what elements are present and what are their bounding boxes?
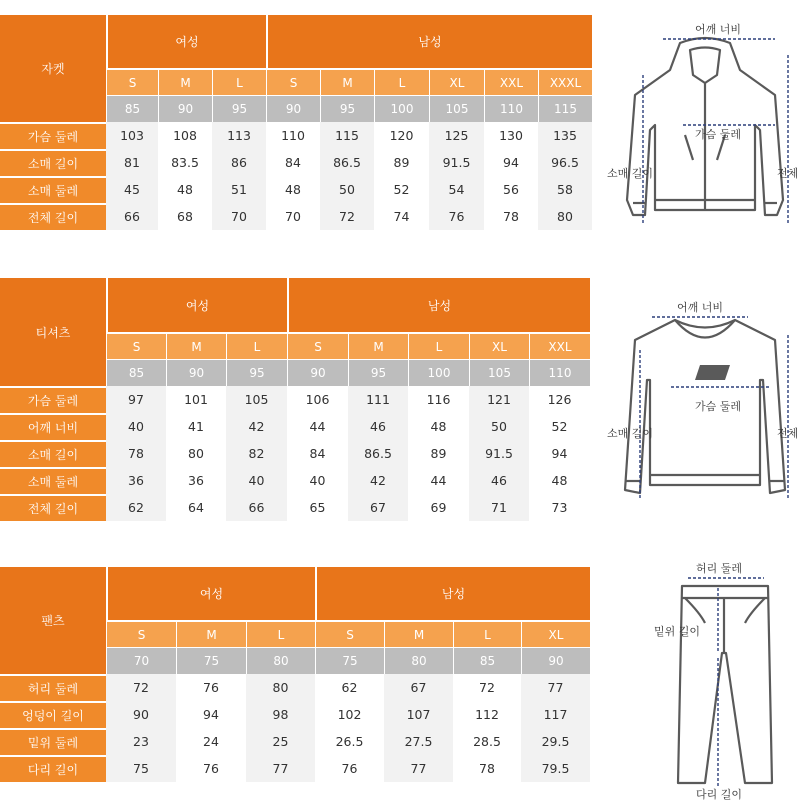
measurement-label: 다리 길이 (0, 755, 106, 782)
measurement-value: 27.5 (384, 728, 453, 755)
size-number: 85 (106, 95, 158, 122)
measurement-value: 41 (188, 419, 204, 434)
measurement-value: 111 (348, 386, 408, 413)
measurement-value: 80 (246, 674, 315, 701)
measurement-value: 77 (521, 674, 590, 701)
measurement-value: 76 (203, 761, 219, 776)
measurement-value: 81 (106, 149, 158, 176)
measurement-value: 56 (503, 182, 519, 197)
shoulder-width-label: 어깨 너비 (695, 23, 742, 36)
measurement-value: 96.5 (538, 149, 592, 176)
measurement-value: 44 (309, 419, 326, 434)
measurement-value: 116 (426, 392, 451, 407)
measurement-value: 46 (348, 413, 408, 440)
size-number: 95 (212, 95, 266, 122)
pants-size-table (0, 567, 590, 782)
measurement-value: 91.5 (469, 440, 529, 467)
size-number: 85 (106, 359, 166, 386)
size-label: L (226, 332, 287, 359)
inseam-label: 다리 길이 (696, 788, 743, 800)
size-number: 95 (226, 359, 287, 386)
size-label: XL (521, 620, 590, 647)
measurement-value: 50 (469, 413, 529, 440)
measurement-value: 121 (469, 386, 529, 413)
size-label: M (384, 620, 453, 647)
measurement-value: 108 (173, 128, 197, 143)
measurement-value: 45 (106, 176, 158, 203)
size-number: 110 (484, 95, 538, 122)
measurement-value: 79.5 (521, 755, 590, 782)
size-number: 90 (521, 647, 590, 674)
measurement-value: 70 (285, 209, 301, 224)
pants-diagram (640, 558, 800, 800)
measurement-value: 68 (177, 209, 193, 224)
size-number: 80 (384, 647, 453, 674)
size-label: L (246, 620, 315, 647)
measurement-value: 89 (430, 446, 447, 461)
measurement-label: 엉덩이 길이 (0, 701, 106, 728)
size-number: 85 (453, 647, 521, 674)
size-label: XL (429, 68, 484, 95)
measurement-value: 78 (503, 209, 519, 224)
measurement-value: 86.5 (348, 440, 408, 467)
size-label: S (287, 332, 348, 359)
measurement-value: 51 (212, 176, 266, 203)
size-number: 75 (315, 647, 384, 674)
measurement-value: 24 (203, 734, 219, 749)
chest-label: 가슴 둘레 (695, 400, 742, 413)
measurement-value: 97 (106, 386, 166, 413)
measurement-value: 90 (106, 701, 176, 728)
measurement-label: 어깨 너비 (0, 413, 106, 440)
measurement-value: 26.5 (335, 734, 364, 749)
jacket-size-table (0, 15, 592, 230)
measurement-value: 40 (226, 467, 287, 494)
measurement-label: 허리 둘레 (0, 674, 106, 701)
size-label: XXL (484, 68, 538, 95)
category-title: 팬츠 (0, 567, 106, 674)
measurement-value: 94 (203, 707, 219, 722)
measurement-value: 94 (551, 446, 568, 461)
measurement-value: 67 (348, 494, 408, 521)
men-group-header: 남성 (287, 278, 590, 332)
measurement-value: 64 (188, 500, 204, 515)
size-number: 75 (176, 647, 246, 674)
measurement-value: 117 (521, 701, 590, 728)
size-number: 95 (320, 95, 374, 122)
measurement-value: 94 (503, 155, 519, 170)
size-label: XXL (529, 332, 590, 359)
rise-label: 밑위 길이 (654, 625, 701, 638)
measurement-value: 48 (430, 419, 447, 434)
measurement-value: 40 (106, 413, 166, 440)
size-number: 105 (469, 359, 529, 386)
measurement-value: 78 (479, 761, 495, 776)
measurement-label: 가슴 둘레 (0, 386, 106, 413)
measurement-value: 76 (341, 761, 358, 776)
measurement-value: 54 (429, 176, 484, 203)
chest-label: 가슴 둘레 (695, 128, 742, 141)
measurement-value: 66 (226, 494, 287, 521)
measurement-value: 42 (226, 413, 287, 440)
women-group-header: 여성 (106, 567, 315, 620)
size-label: L (374, 68, 429, 95)
size-number: 90 (158, 95, 212, 122)
measurement-value: 103 (106, 122, 158, 149)
size-number: 100 (408, 359, 469, 386)
size-label: L (212, 68, 266, 95)
measurement-value: 76 (429, 203, 484, 230)
total-length-label: 전체 (777, 167, 799, 180)
measurement-value: 29.5 (521, 728, 590, 755)
size-number: 70 (106, 647, 176, 674)
measurement-value: 44 (430, 473, 447, 488)
measurement-value: 40 (309, 473, 326, 488)
measurement-value: 130 (499, 128, 523, 143)
measurement-value: 106 (305, 392, 330, 407)
measurement-value: 65 (309, 500, 326, 515)
measurement-value: 78 (106, 440, 166, 467)
measurement-value: 102 (337, 707, 362, 722)
size-label: S (315, 620, 384, 647)
size-number: 100 (374, 95, 429, 122)
measurement-value: 69 (430, 500, 447, 515)
measurement-value: 72 (106, 674, 176, 701)
measurement-value: 80 (188, 446, 204, 461)
measurement-value: 105 (226, 386, 287, 413)
measurement-value: 98 (246, 701, 315, 728)
men-group-header: 남성 (266, 15, 592, 68)
measurement-value: 36 (188, 473, 204, 488)
measurement-value: 135 (538, 122, 592, 149)
total-length-label: 전체 (777, 427, 799, 440)
size-number: 90 (287, 359, 348, 386)
size-label: M (158, 68, 212, 95)
measurement-label: 소매 둘레 (0, 467, 106, 494)
size-label: L (408, 332, 469, 359)
measurement-value: 46 (469, 467, 529, 494)
category-title: 자켓 (0, 15, 106, 122)
measurement-value: 74 (393, 209, 410, 224)
measurement-value: 91.5 (429, 149, 484, 176)
measurement-value: 28.5 (473, 734, 501, 749)
measurement-value: 66 (106, 203, 158, 230)
category-title: 티셔츠 (0, 278, 106, 386)
tshirt-size-table (0, 278, 590, 521)
size-number: 90 (166, 359, 226, 386)
measurement-value: 23 (106, 728, 176, 755)
size-number: 95 (348, 359, 408, 386)
size-label: L (453, 620, 521, 647)
women-group-header: 여성 (106, 278, 287, 332)
measurement-value: 101 (184, 392, 208, 407)
measurement-value: 77 (384, 755, 453, 782)
waist-label: 허리 둘레 (696, 562, 743, 575)
measurement-label: 소매 길이 (0, 149, 106, 176)
measurement-label: 밑위 둘레 (0, 728, 106, 755)
measurement-value: 58 (538, 176, 592, 203)
measurement-value: 80 (538, 203, 592, 230)
measurement-value: 113 (212, 122, 266, 149)
size-label: M (320, 68, 374, 95)
measurement-value: 36 (106, 467, 166, 494)
measurement-value: 25 (246, 728, 315, 755)
measurement-value: 86 (212, 149, 266, 176)
measurement-value: 48 (551, 473, 568, 488)
measurement-value: 52 (551, 419, 568, 434)
measurement-value: 84 (285, 155, 301, 170)
size-label: XL (469, 332, 529, 359)
measurement-value: 77 (246, 755, 315, 782)
measurement-value: 75 (106, 755, 176, 782)
measurement-label: 소매 길이 (0, 440, 106, 467)
shoulder-width-label: 어깨 너비 (677, 301, 724, 314)
jacket-diagram (605, 15, 800, 240)
sleeve-length-label: 소매 길이 (607, 427, 654, 440)
measurement-value: 83.5 (171, 155, 199, 170)
measurement-value: 82 (226, 440, 287, 467)
measurement-value: 125 (429, 122, 484, 149)
measurement-value: 48 (285, 182, 301, 197)
measurement-value: 110 (281, 128, 305, 143)
measurement-value: 115 (320, 122, 374, 149)
measurement-value: 71 (469, 494, 529, 521)
size-number: 110 (529, 359, 590, 386)
size-label: XXXL (538, 68, 592, 95)
size-number: 115 (538, 95, 592, 122)
measurement-value: 72 (479, 680, 495, 695)
measurement-value: 73 (551, 500, 568, 515)
measurement-value: 62 (341, 680, 358, 695)
measurement-value: 52 (393, 182, 410, 197)
men-group-header: 남성 (315, 567, 590, 620)
measurement-value: 72 (320, 203, 374, 230)
measurement-value: 86.5 (320, 149, 374, 176)
size-number: 90 (266, 95, 320, 122)
size-number: 105 (429, 95, 484, 122)
sleeve-length-label: 소매 길이 (607, 167, 654, 180)
measurement-value: 112 (475, 707, 499, 722)
size-number: 80 (246, 647, 315, 674)
measurement-value: 50 (320, 176, 374, 203)
measurement-value: 120 (389, 128, 414, 143)
measurement-value: 84 (309, 446, 326, 461)
measurement-value: 48 (177, 182, 193, 197)
measurement-value: 42 (348, 467, 408, 494)
women-group-header: 여성 (106, 15, 266, 68)
size-label: S (106, 620, 176, 647)
tshirt-diagram (605, 295, 800, 510)
measurement-label: 가슴 둘레 (0, 122, 106, 149)
measurement-value: 107 (384, 701, 453, 728)
size-label: S (266, 68, 320, 95)
size-label: S (106, 332, 166, 359)
measurement-value: 62 (106, 494, 166, 521)
measurement-value: 89 (393, 155, 410, 170)
measurement-value: 126 (547, 392, 572, 407)
measurement-label: 전체 길이 (0, 203, 106, 230)
size-label: S (106, 68, 158, 95)
size-label: M (176, 620, 246, 647)
measurement-label: 소매 둘레 (0, 176, 106, 203)
measurement-value: 76 (203, 680, 219, 695)
measurement-value: 70 (212, 203, 266, 230)
size-label: M (348, 332, 408, 359)
measurement-label: 전체 길이 (0, 494, 106, 521)
measurement-value: 67 (384, 674, 453, 701)
size-label: M (166, 332, 226, 359)
